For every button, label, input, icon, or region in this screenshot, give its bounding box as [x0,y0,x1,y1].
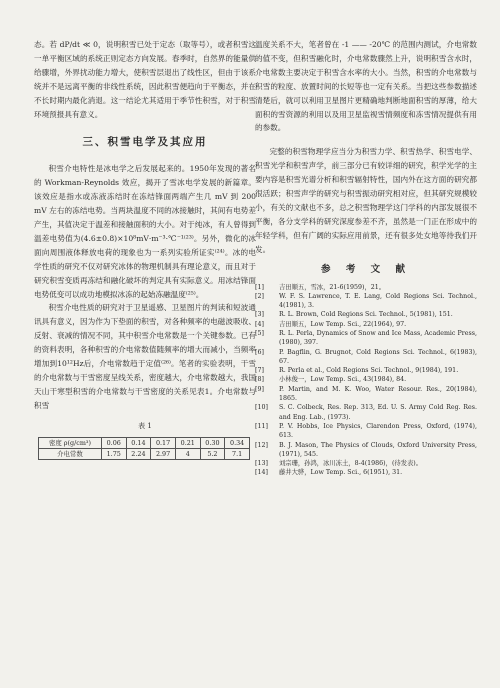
reference-item [255,403,477,422]
reference-text: R. L. Brown, Cold Regions Sci. Technol., 5(1981), 151. [279,311,453,319]
reference-text: S. C. Colbeck, Res. Rep. 313, Ed. U. S. Army Cold Reg. Res. and Eng. Lab., (1973). [279,404,477,421]
reference-text: P. Bagflin, G. Brugnot, Cold Regions Sci. Technol., 6(1983), 67. [279,348,477,365]
references-heading: 参 考 文 献 [321,263,411,275]
reference-text: 藤井大骅，Low Temp. Sci., 6(1951), 31. [279,469,403,477]
table-row [39,437,250,448]
body-paragraph: 积雪介电特性是冰电学之后发展起来的。1950年发现的著名的 Workman-Reynolds 效应，揭开了雪冰电学发展的新篇章。该效应是指水或冻液冻结时在冻结锋面两端产生几 mV 到 200 mV 左右的冻结电势。当两块温度不同的冰接触时，其间有电势差产生，其值决定于温差和接触面积的大小。对于纯冰，有人曾得到温差电势值为(4.6±0.8)×10⁸mV·m⁻³·℃⁻¹⁽²³⁾。另外，微化的冰面向周围液体释放电荷的现象也为一系列实验所证实⁽²⁴⁾。冰的电学性质的研究不仅对研究冰体的物理机制具有理论意义，而且对于研究积雪变质再冻结和融化破坏的判定具有实际意义。用冰结锋面电势低变可以成功地模拟冰冻的起始冻融温度⁽²⁵⁾。 [34,164,256,299]
reference-number: [4] [255,320,264,328]
reference-item [255,385,477,404]
table-row [39,448,250,459]
table-cell: 5.2 [200,448,225,459]
reference-text: P. V. Hobbs, Ice Physics, Clarendon Press, Oxford, (1974), 613. [279,422,477,440]
density-dielectric-table [38,437,250,460]
reference-text: B. J. Mason, The Physics of Clouds, Oxford University Press, (1971), 545. [279,441,477,458]
reference-number: [10] [255,404,268,412]
reference-text: R. L. Perla, Dynamics of Snow and Ice Mass, Academic Press, (1980), 397. [279,329,477,347]
table-cell: 2.24 [126,448,151,459]
reference-item [255,310,477,319]
reference-text: 吉田顺五，Low Temp. Sci., 22(1964), 97. [279,320,407,328]
reference-text: 小林俊一，Low Temp. Sci., 43(1984), 84. [279,376,407,384]
table-row-header: 介电常数 [39,448,102,459]
reference-number: [11] [255,422,268,430]
reference-item [255,329,477,348]
reference-number: [13] [255,460,268,468]
table-cell: 0.06 [101,437,126,448]
reference-text: P. Martin, and M. K. Woo, Water Resour. Res., 20(1984), 1865. [279,385,477,403]
references-list [255,283,477,478]
reference-number: [5] [255,329,264,337]
body-paragraph: 积雪介电性质的研究对于卫星遥感、卫星图片的判读和短波通讯具有意义，因为作为下垫面的积雪，对各种频率的电磁波吸收、反射、衰减的情况不同，其中积雪介电常数是一个关键参数。已有的资料表明，各种积雪的介电常数值随频率的增大而减小，当频率增加到10¹²Hz后，介电常数趋于定值⁽²⁶⁾。笔者的实验表明，干雪的介电常数与干雪密度呈线关系，密度越大，介电常数越大，我国天山干寒型积雪的介电常数与干雪密度的关系见表1。介电常数与积雪 [34,303,256,410]
reference-number: [12] [255,441,268,449]
reference-item [255,468,477,477]
body-paragraph: 完整的积雪物理学应当分为积雪力学、积雪热学、积雪电学、积雪光学和积雪声学，前三部分已有较详细的研究，积学光学的主要内容是积雪光谱分析和积雪辐射特性，国内外在这方面的研究都很活跃；积雪声学的研究与积雪振动研究相对应，但其研究规模较小，有关的文献也不多，总之积雪物理学这门学科的内部发展很不平衡，各分支学科的研究深度参差不齐，虽然是一门正在形成中的年轻学科，但有广阔的实际应用前景，还有很多处女地等待我们开发。 [255,147,477,254]
reference-number: [2] [255,292,264,300]
table-cell: 0.30 [200,437,225,448]
reference-number: [7] [255,367,264,375]
table-caption: 表 1 [138,421,152,430]
reference-item [255,422,477,441]
section-heading: 三、积雪电学及其应用 [82,136,208,149]
table-cell: 2.97 [151,448,176,459]
reference-item [255,441,477,460]
reference-item [255,459,477,468]
table-cell: 0.34 [225,437,250,448]
continued-paragraph: 态。若 dP/dt ≪ 0，说明积雪已处于定态（取等号），或者积雪这一单平衡区域的系统正则定态方向发展。春季时，自然界的能量供给骤增，外界扰动能力增大，使积雪层退出了线性区，但由于该系统并不是远离平衡的非线性系统，因此积雪便趋向于平衡态，并在不长时期内最化消退。这一结论尤其适用于季节性积雪，对于积雪环境预报具有意义。 [34,40,256,119]
reference-number: [3] [255,311,264,319]
table-cell: 0.14 [126,437,151,448]
table-cell: 1.75 [101,448,126,459]
table-cell: 0.17 [151,437,176,448]
table-cell: 0.21 [175,437,200,448]
reference-item [255,375,477,384]
right-column [255,38,477,478]
left-column [34,38,256,460]
table-row-header: 密度 ρ(g/cm³) [39,437,102,448]
reference-text: 刘宗珊，孙鸿，冰川冻土，8-4(1986)，(待发表)。 [279,460,423,468]
reference-item [255,283,477,292]
reference-text: R. Perla et al., Cold Regions Sci. Technol., 9(1984), 191. [279,367,459,375]
reference-number: [8] [255,376,264,384]
table-cell: 7.1 [225,448,250,459]
reference-number: [9] [255,385,264,393]
reference-number: [1] [255,283,264,291]
continued-paragraph: 温度关系不大，笔者曾在 -1 —— -20℃ 的范围内测试，介电常数的值不变，但积雪融化时，介电常数骤然上升，说明积雪含水时，介电常数主要决定于积雪含水率的大小。当然，积雪的介电常数与积雪的粒度、放置时间的长短等也一定有关系。当把这些参数描述清楚后，就可以利用卫星图片更精确地判断地面积雪的厚薄，给大面积的雪资源的利用以及用卫星监视雪情频度和冻雪情况提供有用的参数。 [255,40,477,133]
reference-item [255,320,477,329]
reference-item [255,292,477,311]
reference-text: W. F. S. Lawrence, T. E. Lang, Cold Regions Sci. Technol., 4(1981), 3. [279,292,477,310]
reference-item [255,366,477,375]
reference-item [255,348,477,367]
reference-number: [6] [255,348,264,356]
table-cell: 4 [175,448,200,459]
reference-text: 吉田顺五，雪冰，21-6(1959)，21。 [279,283,386,291]
reference-number: [14] [255,469,268,477]
